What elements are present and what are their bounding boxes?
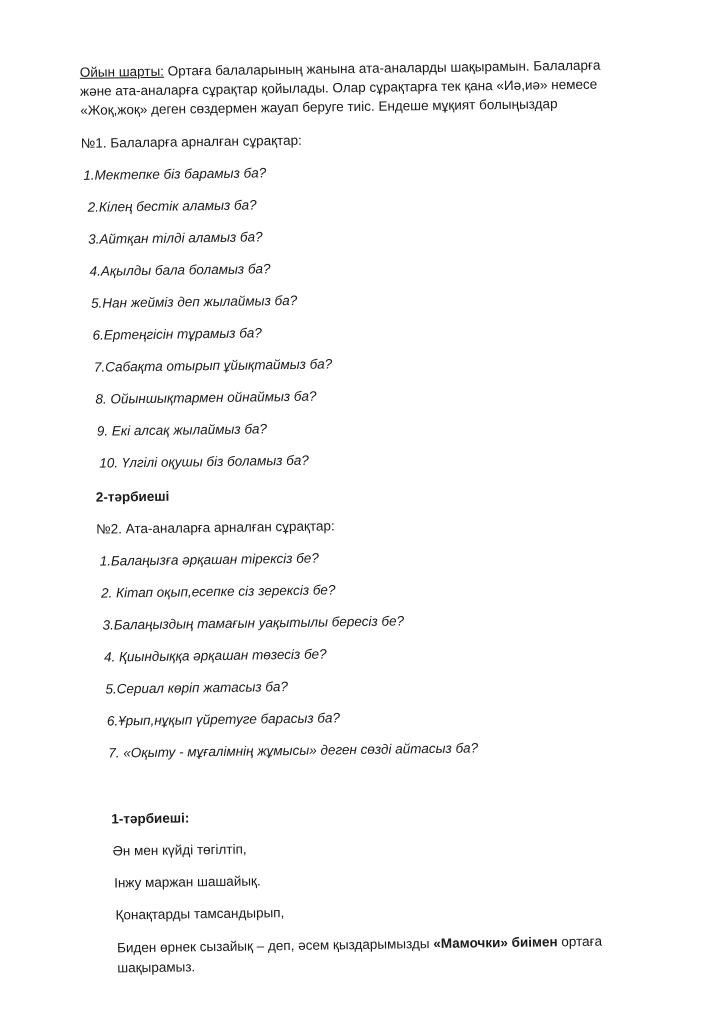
child-question: 9. Екі алсақ жылаймыз ба? xyxy=(96,421,268,439)
rules-label: Ойын шарты: xyxy=(79,63,165,80)
child-question: 2.Кілең бестік аламыз ба? xyxy=(87,197,257,215)
verse-line: Ән мен күйді төгілтіп, xyxy=(112,841,247,859)
closing-text-pre: Биден өрнек сызайық – деп, әсем қыздарымызды xyxy=(116,936,434,956)
speaker1-label: 1-тәрбиеші: xyxy=(111,810,190,827)
closing-paragraph xyxy=(117,931,678,979)
closing-dance-name: «Мамочки» биімен xyxy=(433,934,558,952)
child-question: 7.Сабақта отырып ұйықтаймыз ба? xyxy=(93,356,333,375)
parent-question: 1.Балаңызға әрқашан тірексіз бе? xyxy=(99,550,319,569)
child-question: 3.Айтқан тілді аламыз ба? xyxy=(88,229,263,247)
child-question: 5.Нан жейміз деп жылаймыз ба? xyxy=(90,292,298,311)
child-question: 1.Мектепке біз барамыз ба? xyxy=(83,165,267,183)
verse-line: Інжу маржан шашайық. xyxy=(114,873,261,891)
intro-text-1: Ортаға балаларының жанына ата-аналарды шақырамын. Балаларға xyxy=(163,57,601,79)
child-question: 6.Ертеңгісін тұрамыз ба? xyxy=(92,325,262,343)
parent-question: 6.Ұрып,нұқып үйретуге барасыз ба? xyxy=(106,710,341,729)
closing-text-post: ортаға шақырамыз. xyxy=(117,933,603,976)
verse-line: Қонақтарды тамсандырып, xyxy=(115,905,285,923)
parent-question: 3.Балаңыздың тамағын уақытылы бересіз бе? xyxy=(102,613,405,633)
parent-question: 5.Сериал көріп жатасыз ба? xyxy=(105,679,289,697)
intro-line-1 xyxy=(80,58,601,80)
section2-heading: №2. Ата-аналарға арналған сұрақтар: xyxy=(96,518,335,537)
intro-line-2: және ата-аналарға сұрақтар қойылады. Олар сұрақтарға тек қана «Иә,иә» немесе xyxy=(79,76,598,99)
parent-question: 7. «Оқыту - мұғалімнің жұмысы» деген сөзді айтасыз ба? xyxy=(108,740,479,761)
parent-question: 4. Қиындыққа әрқашан төзесіз бе? xyxy=(103,646,327,665)
child-question: 8. Ойыншықтармен ойнаймыз ба? xyxy=(95,388,317,407)
section1-heading: №1. Балаларға арналған сұрақтар: xyxy=(80,132,302,151)
child-question: 10. Үлгілі оқушы біз боламыз ба? xyxy=(99,452,309,471)
parent-question: 2. Кітап оқып,есепке сіз зерексіз бе? xyxy=(101,582,336,601)
speaker2-label: 2-тәрбиеші xyxy=(95,488,170,505)
intro-line-3: «Жоқ,жоқ» деген сөздермен жауап беруге тиіс. Ендеше мұқият болыңыздар xyxy=(80,96,558,118)
child-question: 4.Ақылды бала боламыз ба? xyxy=(89,261,271,279)
